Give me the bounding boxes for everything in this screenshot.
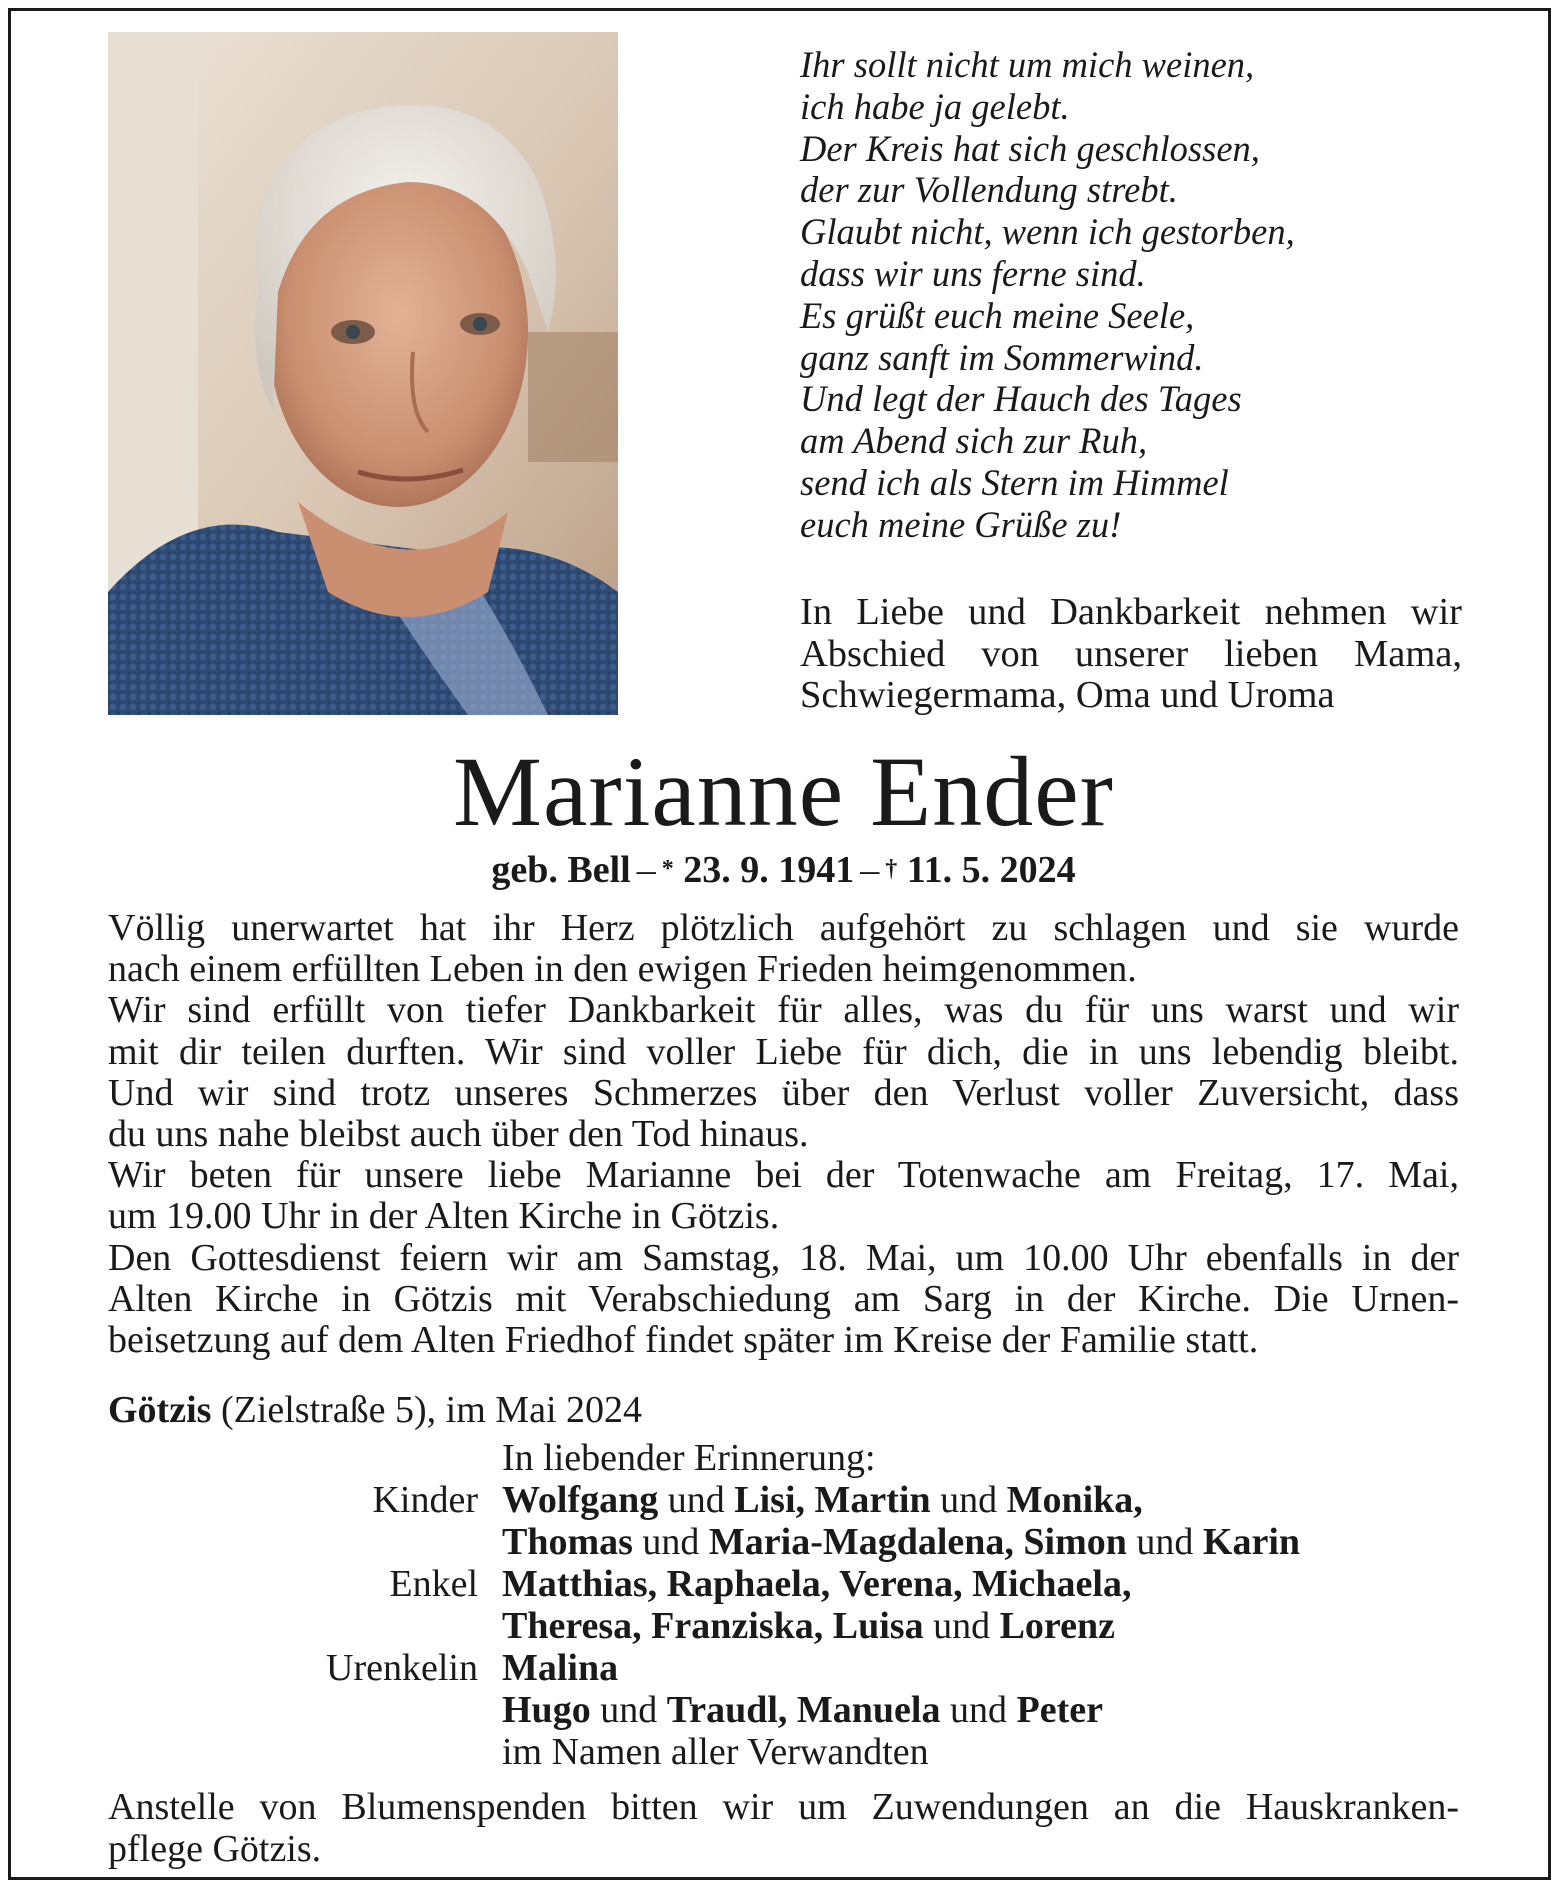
poem-line: ganz sanft im Sommerwind. bbox=[800, 336, 1204, 378]
family-members bbox=[502, 1647, 618, 1689]
intro-text bbox=[800, 592, 1462, 717]
family-row bbox=[108, 1479, 1459, 1521]
paragraph bbox=[108, 990, 1459, 1155]
poem-line: send ich als Stern im Himmel bbox=[800, 461, 1229, 503]
poem-line: Der Kreis hat sich geschlossen, bbox=[800, 127, 1260, 169]
family-row bbox=[108, 1563, 1459, 1605]
poem-line: Es grüßt euch meine Seele, bbox=[800, 294, 1195, 336]
poem-line: der zur Vollendung strebt. bbox=[800, 169, 1178, 211]
paragraph-line: Den Gottesdienst feiern wir am Samstag, 18. Mai, um 10.00 Uhr ebenfalls in der bbox=[108, 1236, 1459, 1279]
family-member-name: Lisi, Martin bbox=[734, 1479, 931, 1521]
separator: – bbox=[636, 849, 656, 891]
family-label bbox=[108, 1731, 502, 1773]
birth-name: geb. Bell bbox=[491, 849, 631, 891]
family-heading-row bbox=[108, 1437, 1459, 1479]
family-label: Enkel bbox=[389, 1563, 478, 1605]
separator: – bbox=[860, 849, 880, 891]
paragraph-line: du uns nahe bleibst auch über den Tod hinaus. bbox=[108, 1113, 809, 1156]
family-member-name: Wolfgang bbox=[502, 1479, 659, 1521]
family-member-name: Karin bbox=[1202, 1521, 1301, 1563]
family-members bbox=[502, 1479, 1143, 1521]
paragraph-line: Wir sind erfüllt von tiefer Dankbarkeit für alles, was du für uns warst und wir bbox=[108, 989, 1459, 1032]
family-connector: und bbox=[940, 1689, 1017, 1731]
place-date-line bbox=[108, 1389, 642, 1431]
family-members bbox=[502, 1521, 1300, 1563]
paragraph-line: Völlig unerwartet hat ihr Herz plötzlich aufgehört zu schlagen und sie wurde bbox=[108, 907, 1459, 949]
closing-line: Anstelle von Blumenspenden bitten wir um Zuwendungen an die Hauskranken- bbox=[108, 1786, 1459, 1828]
death-symbol: † bbox=[885, 856, 898, 882]
family-heading: In liebender Erinnerung: bbox=[502, 1437, 876, 1479]
family-members bbox=[502, 1689, 1103, 1731]
paragraph-line: beisetzung auf dem Alten Friedhof findet später im Kreise der Familie statt. bbox=[108, 1319, 1259, 1362]
family-connector: und bbox=[658, 1479, 735, 1521]
intro-line: Abschied von unserer lieben Mama, bbox=[800, 632, 1462, 675]
family-label bbox=[108, 1437, 502, 1479]
paragraph-line: um 19.00 Uhr in der Alten Kirche in Götzis. bbox=[108, 1195, 780, 1238]
family-members bbox=[502, 1731, 929, 1773]
family-members bbox=[502, 1563, 1131, 1605]
family-row bbox=[108, 1521, 1459, 1563]
birth-date: 23. 9. 1941 bbox=[683, 849, 855, 891]
death-date: 11. 5. 2024 bbox=[906, 849, 1076, 891]
family-connector: und bbox=[1126, 1521, 1203, 1563]
family-connector: und bbox=[930, 1479, 1007, 1521]
family-member-name: Lorenz bbox=[999, 1605, 1115, 1647]
family-member-name: Peter bbox=[1016, 1689, 1103, 1731]
poem-line: Ihr sollt nicht um mich weinen, bbox=[800, 44, 1255, 85]
family-connector: und bbox=[590, 1689, 667, 1731]
poem-line: Glaubt nicht, wenn ich gestorben, bbox=[800, 211, 1295, 253]
family-label bbox=[108, 1689, 502, 1731]
poem-line: euch meine Grüße zu! bbox=[800, 503, 1122, 545]
notice-body bbox=[108, 908, 1459, 1361]
poem-line: Und legt der Hauch des Tages bbox=[800, 378, 1242, 420]
family-connector: und bbox=[923, 1605, 1000, 1647]
family-label: Kinder bbox=[372, 1479, 478, 1521]
closing-note bbox=[108, 1786, 1459, 1870]
family-member-name: Thomas bbox=[502, 1521, 633, 1563]
paragraph-line: Alten Kirche in Götzis mit Verabschiedung am Sarg in der Kirche. Die Urnen- bbox=[108, 1277, 1459, 1320]
family-row bbox=[108, 1731, 1459, 1773]
family-connector: im Namen aller Verwandten bbox=[502, 1731, 929, 1773]
paragraph-line: nach einem erfüllten Leben in den ewigen Frieden heimgenommen. bbox=[108, 948, 1137, 991]
paragraph bbox=[108, 1155, 1459, 1237]
family-member-name: Theresa, Franziska, Luisa bbox=[502, 1605, 924, 1647]
family-member-name: Monika, bbox=[1006, 1479, 1143, 1521]
paragraph-line: mit dir teilen durften. Wir sind voller Liebe für dich, die in uns lebendig bleibt. bbox=[108, 1030, 1459, 1073]
family-member-name: Traudl, Manuela bbox=[666, 1689, 941, 1731]
family-label bbox=[108, 1521, 502, 1563]
poem-line: dass wir uns ferne sind. bbox=[800, 252, 1146, 294]
poem-line: am Abend sich zur Ruh, bbox=[800, 420, 1148, 462]
birth-symbol: * bbox=[661, 856, 674, 882]
place-town: Götzis bbox=[108, 1389, 212, 1431]
paragraph bbox=[108, 908, 1459, 990]
family-label bbox=[108, 1605, 502, 1647]
birth-death-dates bbox=[0, 848, 1567, 897]
family-list bbox=[108, 1437, 1459, 1773]
family-row bbox=[108, 1689, 1459, 1731]
place-rest: (Zielstraße 5), im Mai 2024 bbox=[211, 1389, 642, 1431]
family-member-name: Maria-Magdalena, Simon bbox=[708, 1521, 1127, 1563]
paragraph-line: Und wir sind trotz unseres Schmerzes über den Verlust voller Zuversicht, dass bbox=[108, 1071, 1459, 1114]
deceased-name: Marianne Ender bbox=[453, 736, 1114, 847]
family-members bbox=[502, 1605, 1115, 1647]
intro-line: Schwiegermama, Oma und Uroma bbox=[800, 674, 1335, 716]
closing-line: pflege Götzis. bbox=[108, 1828, 322, 1870]
portrait-photo bbox=[108, 32, 618, 715]
poem bbox=[800, 44, 1500, 546]
family-member-name: Malina bbox=[502, 1647, 619, 1689]
intro-line: In Liebe und Dankbarkeit nehmen wir bbox=[800, 591, 1462, 633]
family-connector: und bbox=[632, 1521, 709, 1563]
paragraph bbox=[108, 1238, 1459, 1362]
family-member-name: Matthias, Raphaela, Verena, Michaela, bbox=[502, 1563, 1132, 1605]
family-row bbox=[108, 1605, 1459, 1647]
paragraph-line: Wir beten für unsere liebe Marianne bei der Totenwache am Freitag, 17. Mai, bbox=[108, 1154, 1459, 1197]
family-row bbox=[108, 1647, 1459, 1689]
family-label: Urenkelin bbox=[326, 1647, 478, 1689]
family-member-name: Hugo bbox=[502, 1689, 591, 1731]
poem-line: ich habe ja gelebt. bbox=[800, 85, 1070, 127]
